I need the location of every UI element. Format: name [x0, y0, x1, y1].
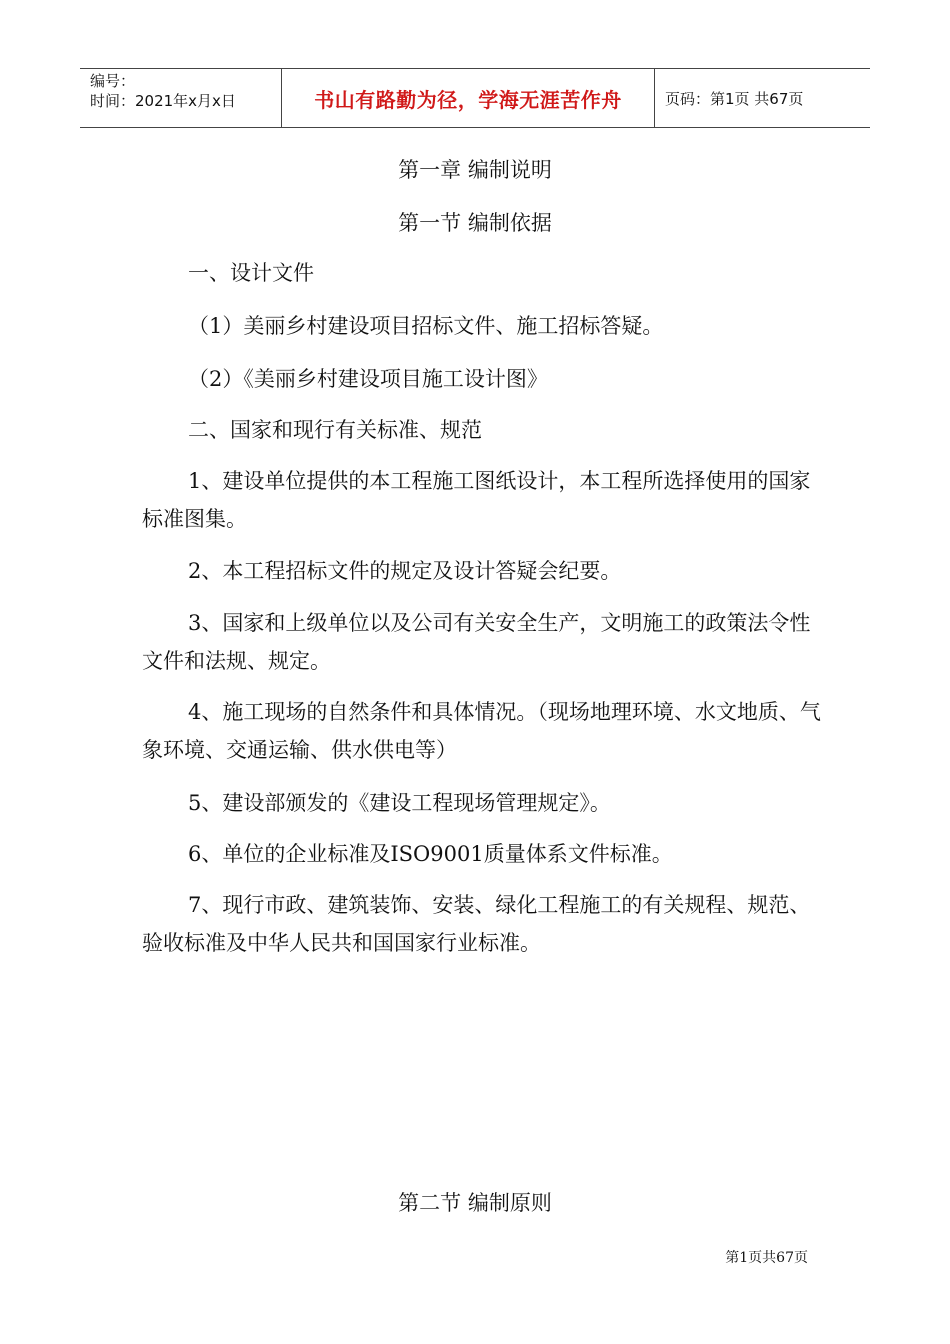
header-motto — [282, 69, 655, 127]
paragraph: 2、本工程招标文件的规定及设计答疑会纪要。 — [188, 559, 622, 583]
chapter-title: 第一章 编制说明 — [398, 158, 552, 182]
motto-text: 书山有路勤为径，学海无涯苦作舟 — [314, 87, 622, 112]
page-footer: 第1页共67页 — [725, 1250, 808, 1266]
paragraph: 4、施工现场的自然条件和具体情况。（现场地理环境、水文地质、气象环境、交通运输、供水供电等） — [142, 700, 821, 762]
page-header — [80, 68, 870, 128]
paragraph: 1、建设单位提供的本工程施工图纸设计，本工程所选择使用的国家标准图集。 — [142, 469, 811, 531]
number-label: 编号： — [90, 72, 136, 90]
paragraph: 6、单位的企业标准及ISO9001质量体系文件标准。 — [188, 842, 673, 866]
header-meta — [80, 69, 282, 127]
section-title: 第一节 编制依据 — [398, 211, 552, 235]
time-label: 时间：2021年x月x日 — [90, 92, 236, 110]
section-title: 第二节 编制原则 — [398, 1191, 552, 1215]
header-page-info — [655, 69, 870, 127]
paragraph: 5、建设部颁发的《建设工程现场管理规定》。 — [188, 791, 611, 815]
paragraph: （2）《美丽乡村建设项目施工设计图》 — [188, 367, 548, 391]
paragraph: 7、现行市政、建筑装饰、安装、绿化工程施工的有关规程、规范、验收标准及中华人民共和国国家行业标准。 — [142, 893, 811, 955]
paragraph: 二、国家和现行有关标准、规范 — [188, 418, 482, 442]
paragraph: （1）美丽乡村建设项目招标文件、施工招标答疑。 — [188, 314, 664, 338]
paragraph: 3、国家和上级单位以及公司有关安全生产，文明施工的政策法令性文件和法规、规定。 — [142, 611, 811, 673]
page-label: 页码：第1页 共67页 — [665, 89, 804, 108]
paragraph: 一、设计文件 — [188, 261, 314, 285]
